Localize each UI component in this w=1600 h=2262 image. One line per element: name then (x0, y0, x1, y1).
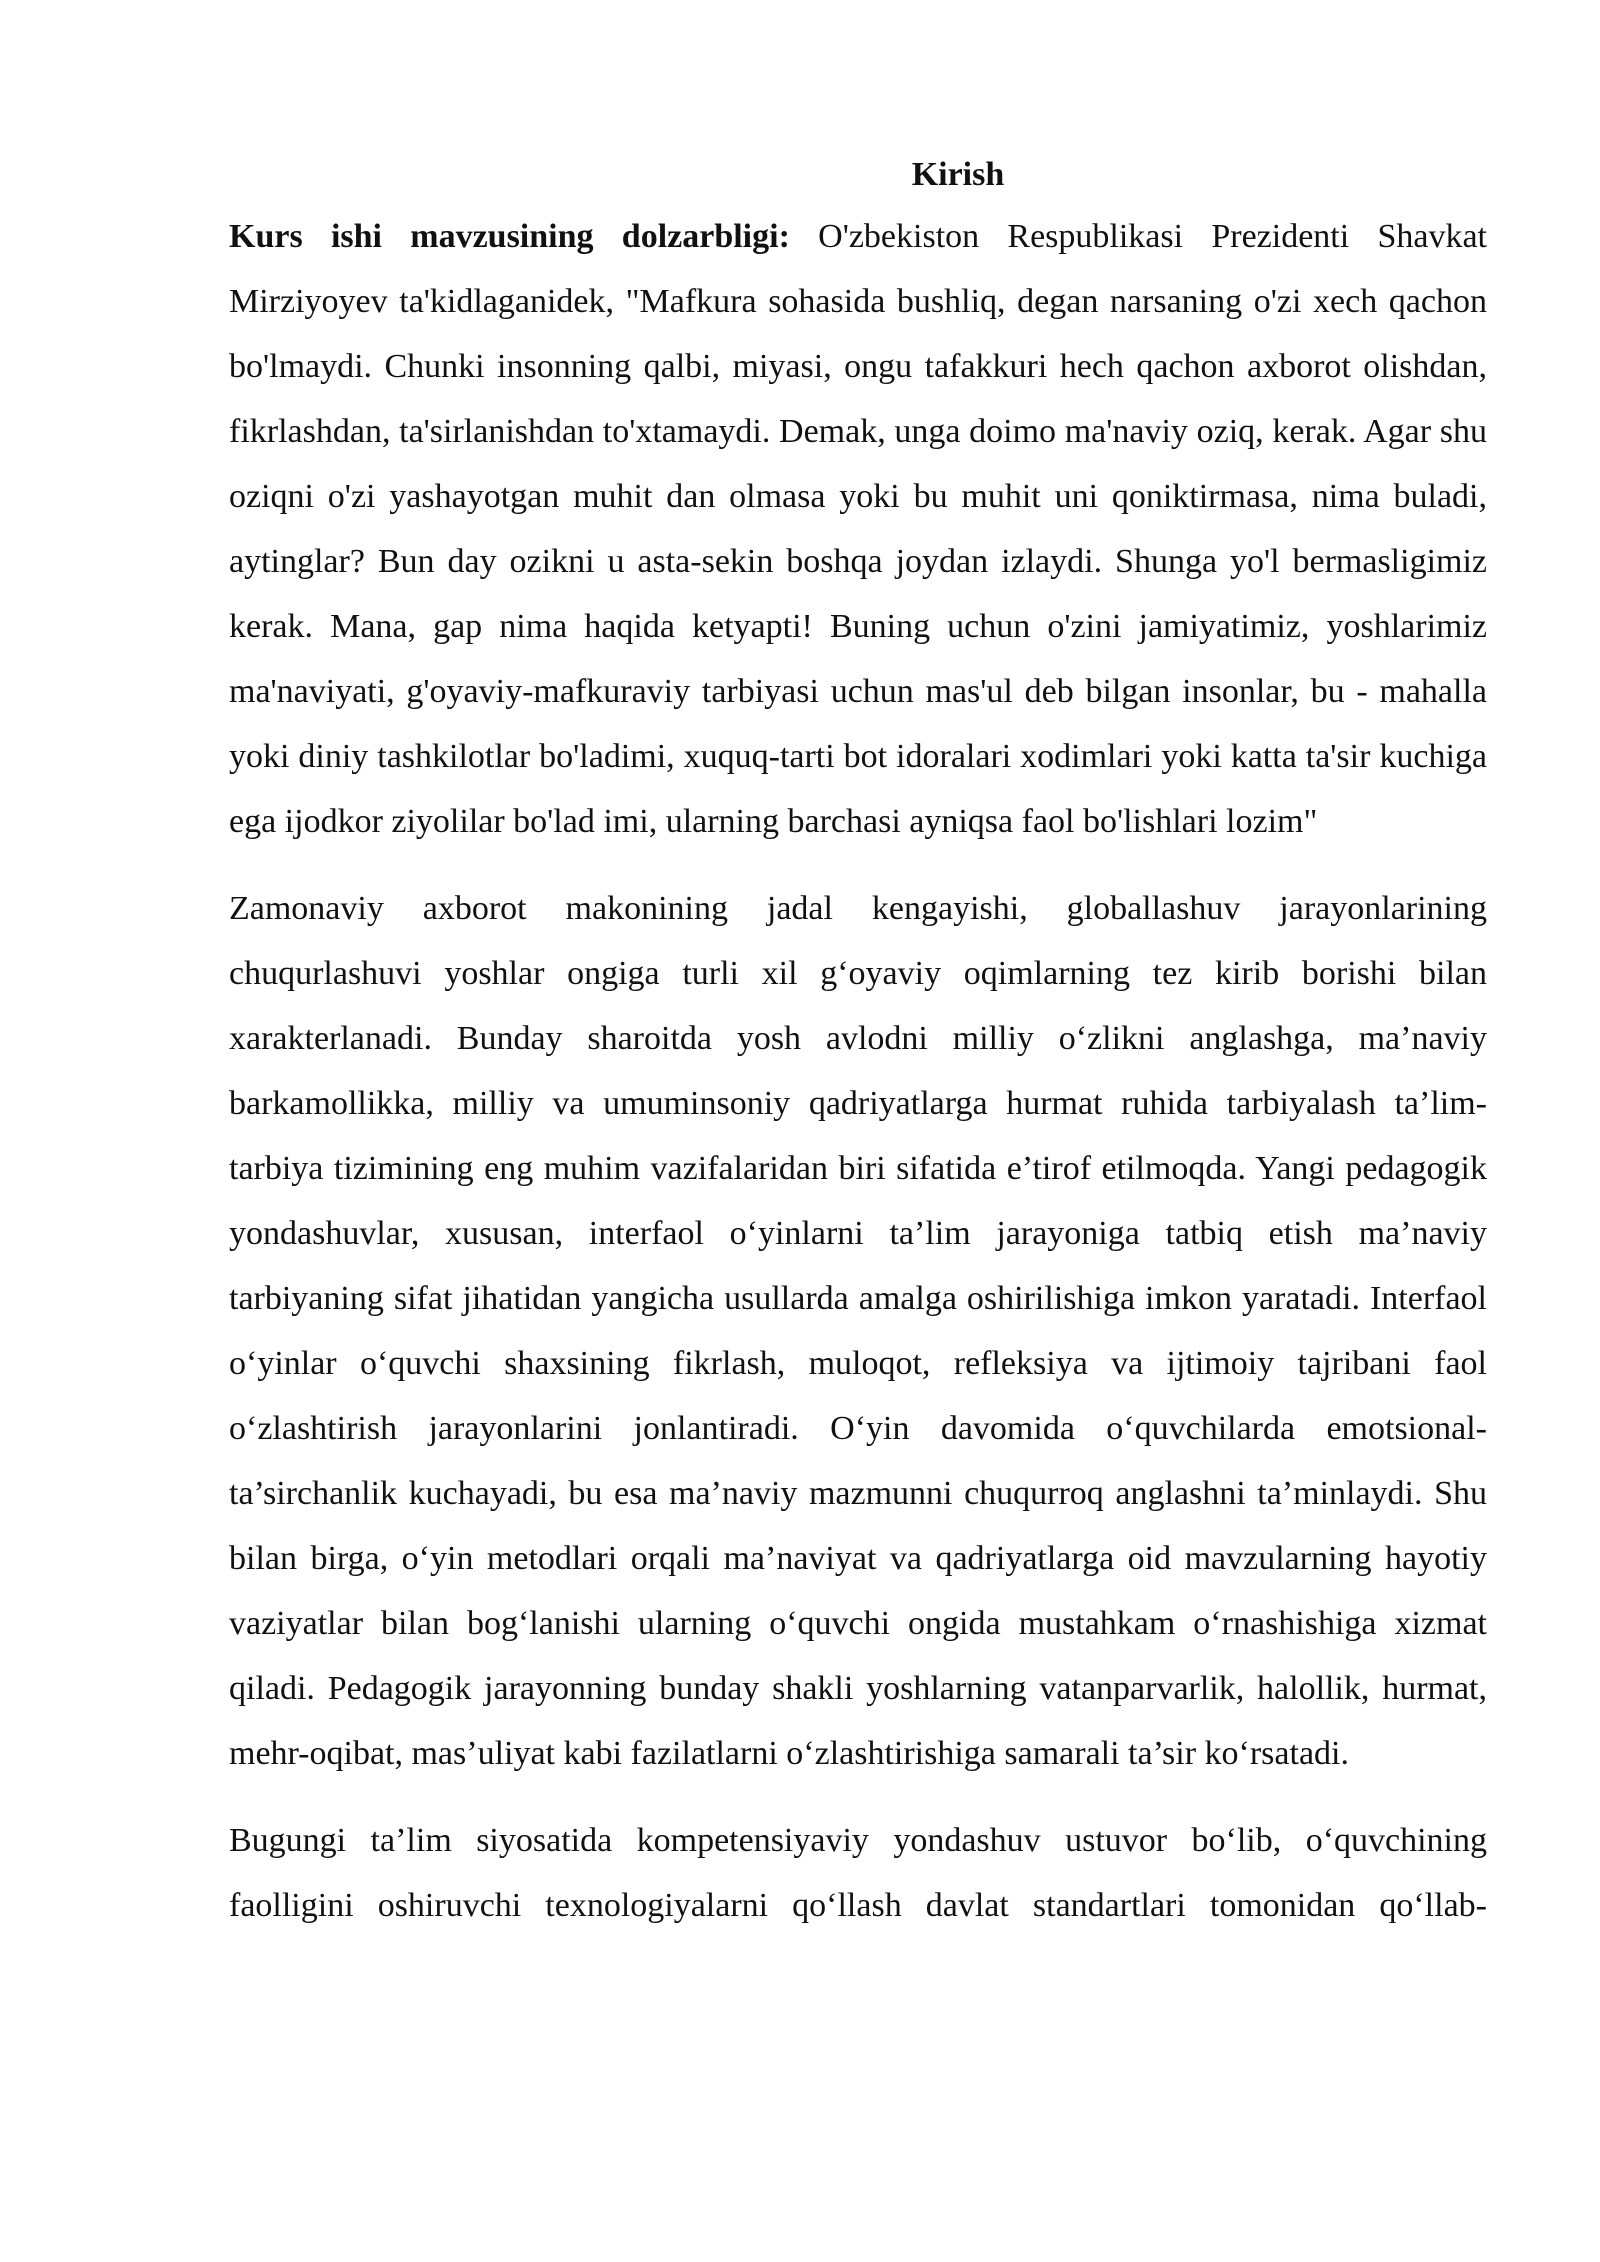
page-title: Kirish (911, 156, 1005, 193)
intro-paragraph (229, 204, 1487, 854)
document-page (229, 150, 1487, 1938)
intro-text: O'zbekiston Respublikasi Prezidenti Shavkat Mirziyoyev ta'kidlaganidek, "Mafkura sohasida bushliq, degan narsaning o'zi xech qachon bo'lmaydi. Chunki insonning qalbi, miyasi, ongu tafakkuri hech qachon axborot olishdan, fikrlashdan, ta'sirlanishdan to'xtamaydi. Demak, unga doimo ma'naviy oziq, kerak. Agar shu oziqni o'zi yashayotgan muhit dan olmasa yoki bu muhit uni qoniktirmasa, nima buladi, aytinglar? Bun day ozikni u asta-sekin boshqa joydan izlaydi. Shunga yo'l bermasligimiz kerak. Mana, gap nima haqida ketyapti! Buning uchun o'zini jamiyatimiz, yoshlarimiz ma'naviyati, g'oyaviy-mafkuraviy tarbiyasi uchun mas'ul deb bilgan insonlar, bu - mahalla yoki diniy tashkilotlar bo'ladimi, xuquq-tarti bot idoralari xodimlari yoki katta ta'sir kuchiga ega ijodkor ziyolilar bo'lad imi, ularning barchasi ayniqsa faol bo'lishlari lozim" (229, 218, 1487, 840)
intro-lead: Kurs ishi mavzusining dolzarbligi: (229, 218, 790, 255)
body-paragraph-3: Bugungi ta’lim siyosatida kompetensiyaviy yondashuv ustuvor bo‘lib, o‘quvchining faolligini oshiruvchi texnologiyalarni qo‘llash davlat standartlari tomonidan qo‘llab- (229, 1822, 1487, 1924)
body-paragraph-2: Zamonaviy axborot makonining jadal kengayishi, globallashuv jarayonlarining chuqurlashuvi yoshlar ongiga turli xil g‘oyaviy oqimlarning tez kirib borishi bilan xarakterlanadi. Bunday sharoitda yosh avlodni milliy o‘zlikni anglashga, ma’naviy barkamollikka, milliy va umuminsoniy qadriyatlarga hurmat ruhida tarbiyalash ta’lim-tarbiya tizimining eng muhim vazifalaridan biri sifatida e’tirof etilmoqda. Yangi pedagogik yondashuvlar, xususan, interfaol o‘yinlarni ta’lim jarayoniga tatbiq etish ma’naviy tarbiyaning sifat jihatidan yangicha usullarda amalga oshirilishiga imkon yaratadi. Interfaol o‘yinlar o‘quvchi shaxsining fikrlash, muloqot, refleksiya va ijtimoiy tajribani faol o‘zlashtirish jarayonlarini jonlantiradi. O‘yin davomida o‘quvchilarda emotsional-ta’sirchanlik kuchayadi, bu esa ma’naviy mazmunni chuqurroq anglashni ta’minlaydi. Shu bilan birga, o‘yin metodlari orqali ma’naviyat va qadriyatlarga oid mavzularning hayotiy vaziyatlar bilan bog‘lanishi ularning o‘quvchi ongida mustahkam o‘rnashishiga xizmat qiladi. Pedagogik jarayonning bunday shakli yoshlarning vatanparvarlik, halollik, hurmat, mehr-oqibat, mas’uliyat kabi fazilatlarni o‘zlashtirishiga samarali ta’sir ko‘rsatadi. (229, 890, 1487, 1772)
